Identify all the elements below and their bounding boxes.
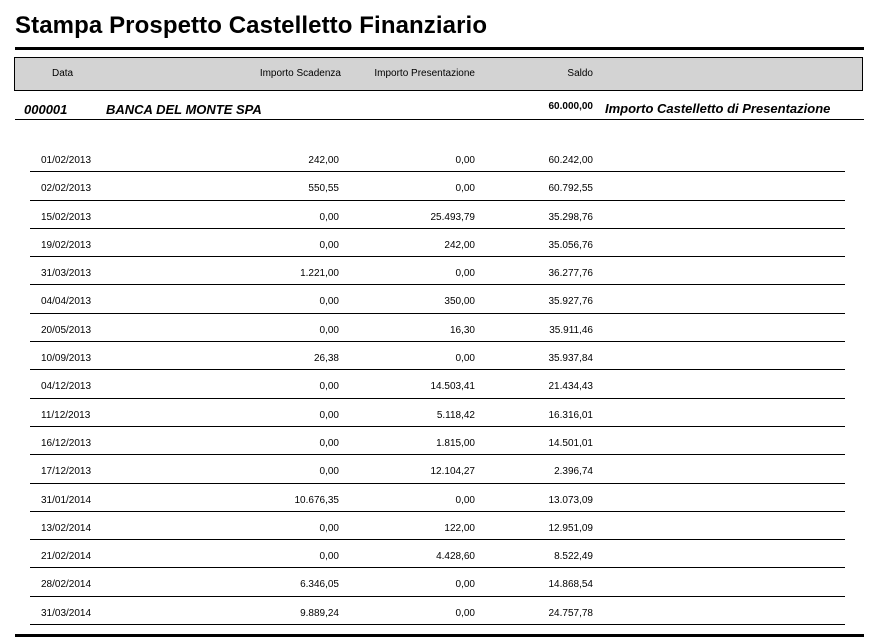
cell-importo-presentazione: 0,00 <box>455 607 475 619</box>
cell-data: 31/01/2014 <box>41 494 92 506</box>
bank-code: 000001 <box>24 102 68 117</box>
cell-saldo: 2.396,74 <box>554 466 593 478</box>
cell-saldo: 35.911,46 <box>549 324 593 336</box>
cell-importo-presentazione: 0,00 <box>455 155 475 166</box>
cell-importo-scadenza: 0,00 <box>319 466 339 478</box>
cell-importo-presentazione: 350,00 <box>444 296 475 308</box>
cell-saldo: 14.501,01 <box>548 437 593 449</box>
title-divider <box>15 47 864 50</box>
table-row <box>0 370 870 398</box>
cell-importo-presentazione: 242,00 <box>444 239 475 251</box>
table-row <box>0 144 870 172</box>
table-row <box>0 172 870 200</box>
cell-importo-scadenza: 6.346,05 <box>300 579 339 591</box>
cell-importo-scadenza: 0,00 <box>319 409 339 421</box>
cell-importo-scadenza: 26,38 <box>313 353 339 365</box>
cell-data: 17/12/2013 <box>41 466 92 478</box>
cell-data: 02/02/2013 <box>41 183 92 195</box>
header-importo-scadenza: Importo Scadenza <box>259 68 341 79</box>
cell-data: 31/03/2013 <box>41 268 92 280</box>
cell-importo-scadenza: 1.221,00 <box>300 268 339 280</box>
cell-data: 01/02/2013 <box>41 155 92 166</box>
cell-data: 31/03/2014 <box>41 607 92 619</box>
cell-importo-presentazione: 14.503,41 <box>430 381 475 393</box>
cell-importo-scadenza: 0,00 <box>319 296 339 308</box>
cell-importo-presentazione: 4.428,60 <box>436 551 475 563</box>
cell-importo-presentazione: 0,00 <box>455 183 475 195</box>
table-body <box>0 144 870 625</box>
bank-row <box>15 100 864 120</box>
cell-importo-presentazione: 16,30 <box>449 324 475 336</box>
cell-saldo: 36.277,76 <box>548 268 593 280</box>
cell-importo-presentazione: 122,00 <box>444 522 475 534</box>
cell-data: 19/02/2013 <box>41 239 92 251</box>
cell-importo-presentazione: 12.104,27 <box>430 466 475 478</box>
report-title: Stampa Prospetto Castelletto Finanziario <box>15 12 488 39</box>
cell-data: 16/12/2013 <box>41 437 92 449</box>
row-divider <box>30 624 845 625</box>
cell-importo-presentazione: 0,00 <box>455 579 475 591</box>
table-row <box>0 257 870 285</box>
cell-importo-presentazione: 0,00 <box>455 494 475 506</box>
cell-data: 10/09/2013 <box>41 353 92 365</box>
table-header <box>14 57 863 91</box>
table-row <box>0 285 870 313</box>
cell-saldo: 35.937,84 <box>548 353 593 365</box>
cell-saldo: 35.927,76 <box>548 296 593 308</box>
footer-divider <box>15 634 864 637</box>
cell-data: 04/04/2013 <box>41 296 92 308</box>
bank-name: BANCA DEL MONTE SPA <box>106 102 262 117</box>
cell-data: 04/12/2013 <box>41 381 92 393</box>
cell-saldo: 21.434,43 <box>548 381 593 393</box>
cell-saldo: 35.056,76 <box>548 239 593 251</box>
table-row <box>0 229 870 257</box>
table-row <box>0 512 870 540</box>
cell-saldo: 14.868,54 <box>548 579 593 591</box>
cell-saldo: 16.316,01 <box>548 409 593 421</box>
cell-data: 21/02/2014 <box>41 551 92 563</box>
cell-saldo: 60.242,00 <box>548 155 593 166</box>
bank-amount: 60.000,00 <box>548 101 593 112</box>
cell-data: 20/05/2013 <box>41 324 92 336</box>
cell-data: 28/02/2014 <box>41 579 92 591</box>
cell-importo-scadenza: 0,00 <box>319 551 339 563</box>
table-row <box>0 314 870 342</box>
cell-saldo: 13.073,09 <box>548 494 593 506</box>
cell-saldo: 8.522,49 <box>554 551 593 563</box>
cell-importo-scadenza: 0,00 <box>319 211 339 223</box>
cell-importo-scadenza: 0,00 <box>319 437 339 449</box>
cell-importo-scadenza: 9.889,24 <box>300 607 339 619</box>
header-data: Data <box>52 68 74 79</box>
cell-saldo: 60.792,55 <box>548 183 593 195</box>
bank-description: Importo Castelletto di Presentazione <box>605 101 831 116</box>
table-row <box>0 342 870 370</box>
table-row <box>0 455 870 483</box>
table-row <box>0 399 870 427</box>
cell-importo-scadenza: 0,00 <box>319 239 339 251</box>
table-row <box>0 568 870 596</box>
table-row <box>0 540 870 568</box>
table-row <box>0 427 870 455</box>
cell-importo-scadenza: 550,55 <box>308 183 339 195</box>
cell-data: 15/02/2013 <box>41 211 92 223</box>
cell-importo-presentazione: 1.815,00 <box>436 437 475 449</box>
cell-importo-scadenza: 10.676,35 <box>294 494 339 506</box>
header-saldo: Saldo <box>567 68 593 79</box>
cell-saldo: 12.951,09 <box>548 522 593 534</box>
cell-importo-scadenza: 0,00 <box>319 381 339 393</box>
cell-data: 13/02/2014 <box>41 522 92 534</box>
header-importo-presentazione: Importo Presentazione <box>374 68 475 79</box>
cell-importo-scadenza: 0,00 <box>319 522 339 534</box>
cell-importo-presentazione: 5.118,42 <box>436 409 475 421</box>
cell-data: 11/12/2013 <box>41 409 91 421</box>
cell-saldo: 24.757,78 <box>548 607 593 619</box>
cell-importo-presentazione: 0,00 <box>455 353 475 365</box>
cell-importo-presentazione: 25.493,79 <box>430 211 475 223</box>
cell-importo-scadenza: 242,00 <box>308 155 339 166</box>
table-row <box>0 484 870 512</box>
cell-importo-scadenza: 0,00 <box>319 324 339 336</box>
table-row <box>0 201 870 229</box>
table-row <box>0 597 870 625</box>
cell-saldo: 35.298,76 <box>548 211 593 223</box>
cell-importo-presentazione: 0,00 <box>455 268 475 280</box>
